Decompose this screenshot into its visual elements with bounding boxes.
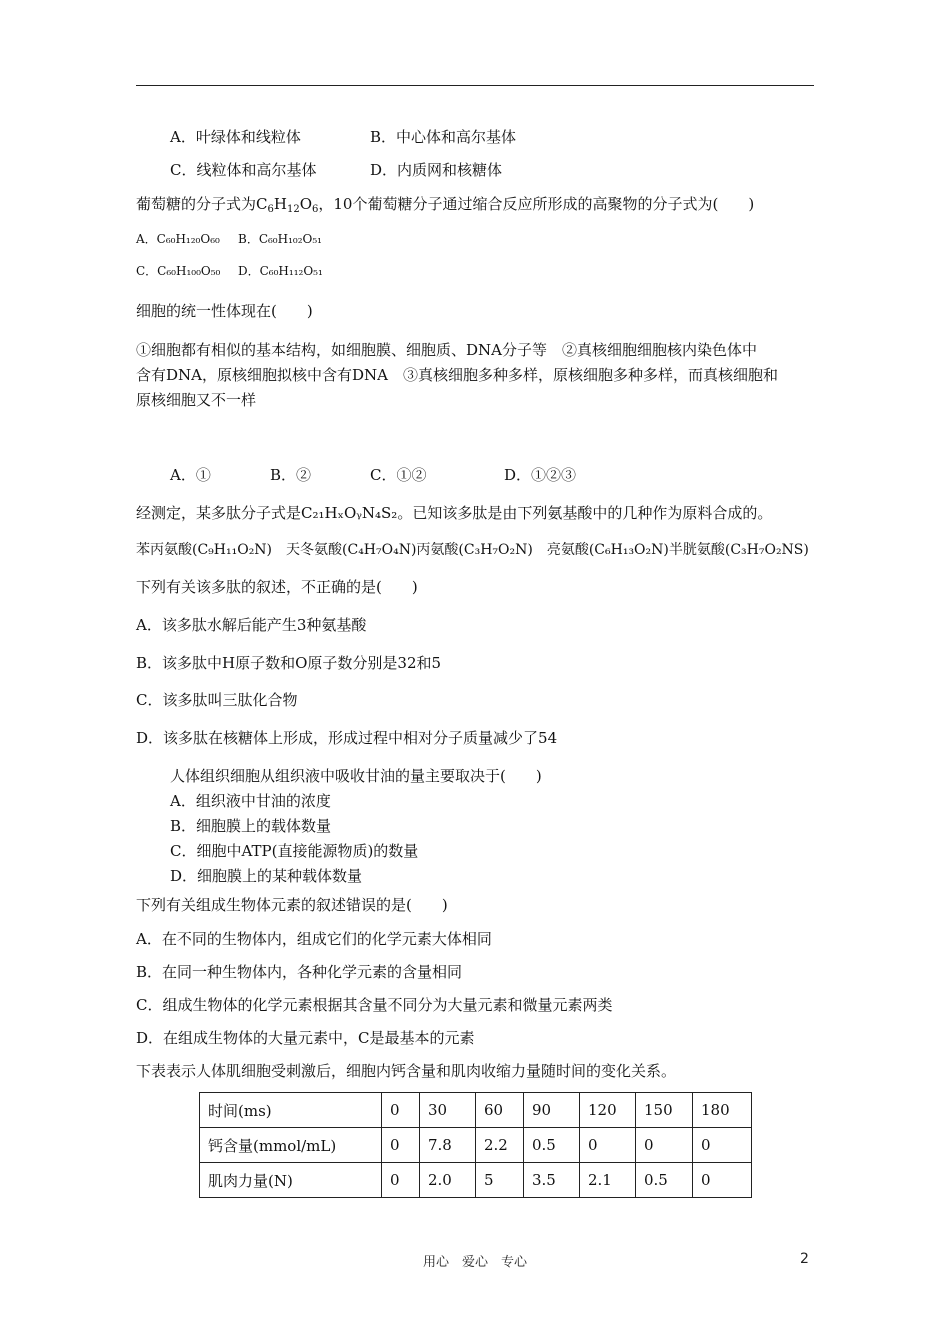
peptide-option-c: C．该多肽叫三肽化合物: [136, 691, 298, 709]
table-row: [200, 1093, 752, 1128]
table-cell: 时间(ms): [200, 1093, 382, 1128]
table-cell: 0: [580, 1128, 636, 1163]
glucose-option-c: C．C₆₀H₁₀₀O₅₀: [136, 264, 221, 278]
table-cell: 0.5: [524, 1128, 580, 1163]
peptide-option-d: D．该多肽在核糖体上形成，形成过程中相对分子质量减少了54: [136, 729, 558, 747]
table-cell: 肌肉力量(N): [200, 1163, 382, 1198]
table-cell: 3.5: [524, 1163, 580, 1198]
glucose-option-b: B．C₆₀H₁₀₂O₅₁: [238, 232, 322, 246]
elements-option-c: C．组成生物体的化学元素根据其含量不同分为大量元素和微量元素两类: [136, 996, 613, 1014]
table-cell: 60: [476, 1093, 524, 1128]
table-cell: 90: [524, 1093, 580, 1128]
elements-option-d: D．在组成生物体的大量元素中，C是最基本的元素: [136, 1029, 475, 1047]
peptide-question: 下列有关该多肽的叙述，不正确的是( ): [136, 578, 418, 596]
table-cell: 120: [580, 1093, 636, 1128]
table-cell: 2.2: [476, 1128, 524, 1163]
unity-option-a: A．①: [170, 466, 211, 484]
page-footer: 用心 爱心 专心: [422, 1255, 527, 1270]
table-cell: 0.5: [636, 1163, 693, 1198]
glycerol-option-c: C．细胞中ATP(直接能源物质)的数量: [170, 842, 419, 860]
unity-statement-line-1: ①细胞都有相似的基本结构，如细胞膜、细胞质、DNA分子等 ②真核细胞细胞核内染色体中: [136, 341, 757, 359]
glucose-question-stem: 葡萄糖的分子式为$C_6H_{12}O_6$，10个葡萄糖分子通过缩合反应所形成的高聚物的分子式为( ): [136, 195, 755, 215]
organelle-option-a: A．叶绿体和线粒体: [170, 128, 301, 146]
table-row: [200, 1128, 752, 1163]
table-cell: 2.0: [420, 1163, 476, 1198]
calcium-force-table: [199, 1092, 752, 1198]
organelle-option-c: C．线粒体和高尔基体: [170, 161, 317, 179]
table-cell: 0: [693, 1128, 752, 1163]
header-rule: [136, 85, 814, 86]
table-cell: 0: [382, 1163, 420, 1198]
table-cell: 2.1: [580, 1163, 636, 1198]
unity-option-c: C．①②: [370, 466, 427, 484]
organelle-option-b: B．中心体和高尔基体: [370, 128, 517, 146]
table-cell: 0: [636, 1128, 693, 1163]
glycerol-option-d: D．细胞膜上的某种载体数量: [170, 867, 363, 885]
table-cell: 0: [693, 1163, 752, 1198]
unity-option-b: B．②: [270, 466, 312, 484]
organelle-option-d: D．内质网和核糖体: [370, 161, 503, 179]
unity-question-stem: 细胞的统一性体现在( ): [136, 302, 313, 320]
glucose-option-a: A．C₆₀H₁₂₀O₆₀: [136, 232, 220, 246]
unity-statement-line-2: 含有DNA，原核细胞拟核中含有DNA ③真核细胞多种多样，原核细胞多种多样，而真核细胞和: [136, 366, 778, 384]
table-cell: 钙含量(mmol/mL): [200, 1128, 382, 1163]
table-cell: 150: [636, 1093, 693, 1128]
page-number: 2: [800, 1251, 809, 1267]
table-cell: 0: [382, 1093, 420, 1128]
peptide-option-a: A．该多肽水解后能产生3种氨基酸: [136, 616, 367, 634]
table-cell: 180: [693, 1093, 752, 1128]
glycerol-option-b: B．细胞膜上的载体数量: [170, 817, 332, 835]
table-row: [200, 1163, 752, 1198]
elements-option-a: A．在不同的生物体内，组成它们的化学元素大体相同: [136, 930, 492, 948]
peptide-question-stem: 经测定，某多肽分子式是C₂₁HₓOᵧN₄S₂。已知该多肽是由下列氨基酸中的几种作为原料合成的。: [136, 504, 773, 522]
elements-question-stem: 下列有关组成生物体元素的叙述错误的是( ): [136, 896, 448, 914]
table-cell: 5: [476, 1163, 524, 1198]
table-question-stem: 下表表示人体肌细胞受刺激后，细胞内钙含量和肌肉收缩力量随时间的变化关系。: [136, 1062, 677, 1080]
glycerol-question-stem: 人体组织细胞从组织液中吸收甘油的量主要取决于( ): [170, 767, 542, 785]
amino-acid-list: 苯丙氨酸(C₉H₁₁O₂N) 天冬氨酸(C₄H₇O₄N)丙氨酸(C₃H₇O₂N) 亮氨酸(C₆H₁₃O₂N)半胱氨酸(C₃H₇O₂NS): [136, 542, 809, 558]
glycerol-option-a: A．组织液中甘油的浓度: [170, 792, 331, 810]
unity-statement-line-3: 原核细胞又不一样: [136, 391, 257, 409]
table-cell: 30: [420, 1093, 476, 1128]
peptide-option-b: B．该多肽中H原子数和O原子数分别是32和5: [136, 654, 442, 672]
elements-option-b: B．在同一种生物体内，各种化学元素的含量相同: [136, 963, 463, 981]
glucose-option-d: D．C₆₀H₁₁₂O₅₁: [238, 264, 323, 278]
table-cell: 0: [382, 1128, 420, 1163]
unity-option-d: D．①②③: [504, 466, 577, 484]
table-cell: 7.8: [420, 1128, 476, 1163]
